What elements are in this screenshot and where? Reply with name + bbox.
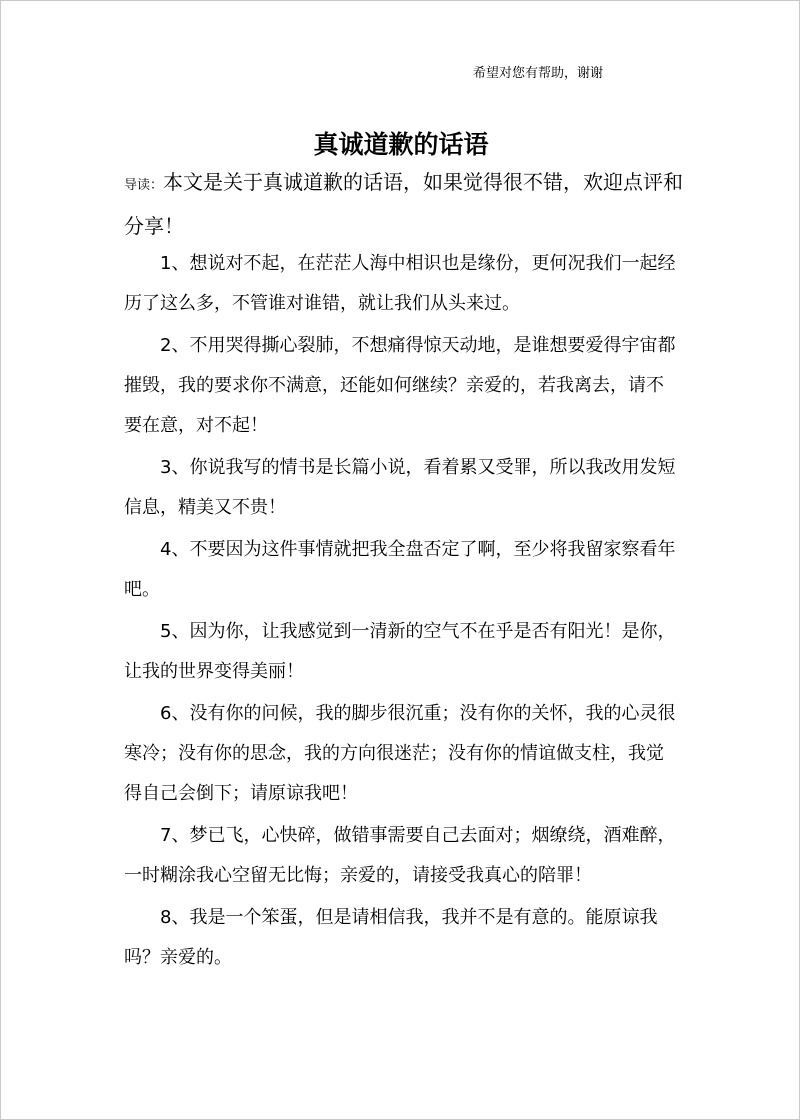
document-body xyxy=(124,244,680,980)
paragraph-1: 1、想说对不起，在茫茫人海中相识也是缘份，更何况我们一起经历了这么多，不管谁对谁错，就让我们从头来过。 xyxy=(124,253,676,314)
paragraph-8: 8、我是一个笨蛋，但是请相信我，我并不是有意的。能原谅我吗？亲爱的。 xyxy=(124,907,658,968)
intro-text: 本文是关于真诚道歉的话语，如果觉得很不错，欢迎点评和分享！ xyxy=(124,170,684,238)
intro-label: 导读： xyxy=(124,178,164,193)
header-note: 希望对您有帮助，谢谢 xyxy=(473,66,604,81)
paragraph-5: 5、因为你，让我感觉到一清新的空气不在乎是否有阳光！是你，让我的世界变得美丽！ xyxy=(124,621,676,682)
intro-paragraph xyxy=(124,162,684,246)
paragraph-3: 3、你说我写的情书是长篇小说，看着累又受罪，所以我改用发短信息，精美又不贵！ xyxy=(124,457,676,518)
paragraph-4: 4、不要因为这件事情就把我全盘否定了啊，至少将我留家察看年吧。 xyxy=(124,539,676,600)
paragraph-6: 6、没有你的问候，我的脚步很沉重；没有你的关怀，我的心灵很寒冷；没有你的思念，我的方向很迷茫；没有你的情谊做支柱，我觉得自己会倒下；请原谅我吧！ xyxy=(124,703,676,804)
paragraph-2: 2、不用哭得撕心裂肺，不想痛得惊天动地，是谁想要爱得宇宙都摧毁，我的要求你不满意，还能如何继续？亲爱的，若我离去，请不要在意，对不起！ xyxy=(124,335,676,436)
document-title: 真诚道歉的话语 xyxy=(313,130,489,159)
paragraph-7: 7、梦已飞，心快碎，做错事需要自己去面对；烟缭绕，酒难醉，一时糊涂我心空留无比悔；亲爱的，请接受我真心的陪罪！ xyxy=(124,825,676,886)
